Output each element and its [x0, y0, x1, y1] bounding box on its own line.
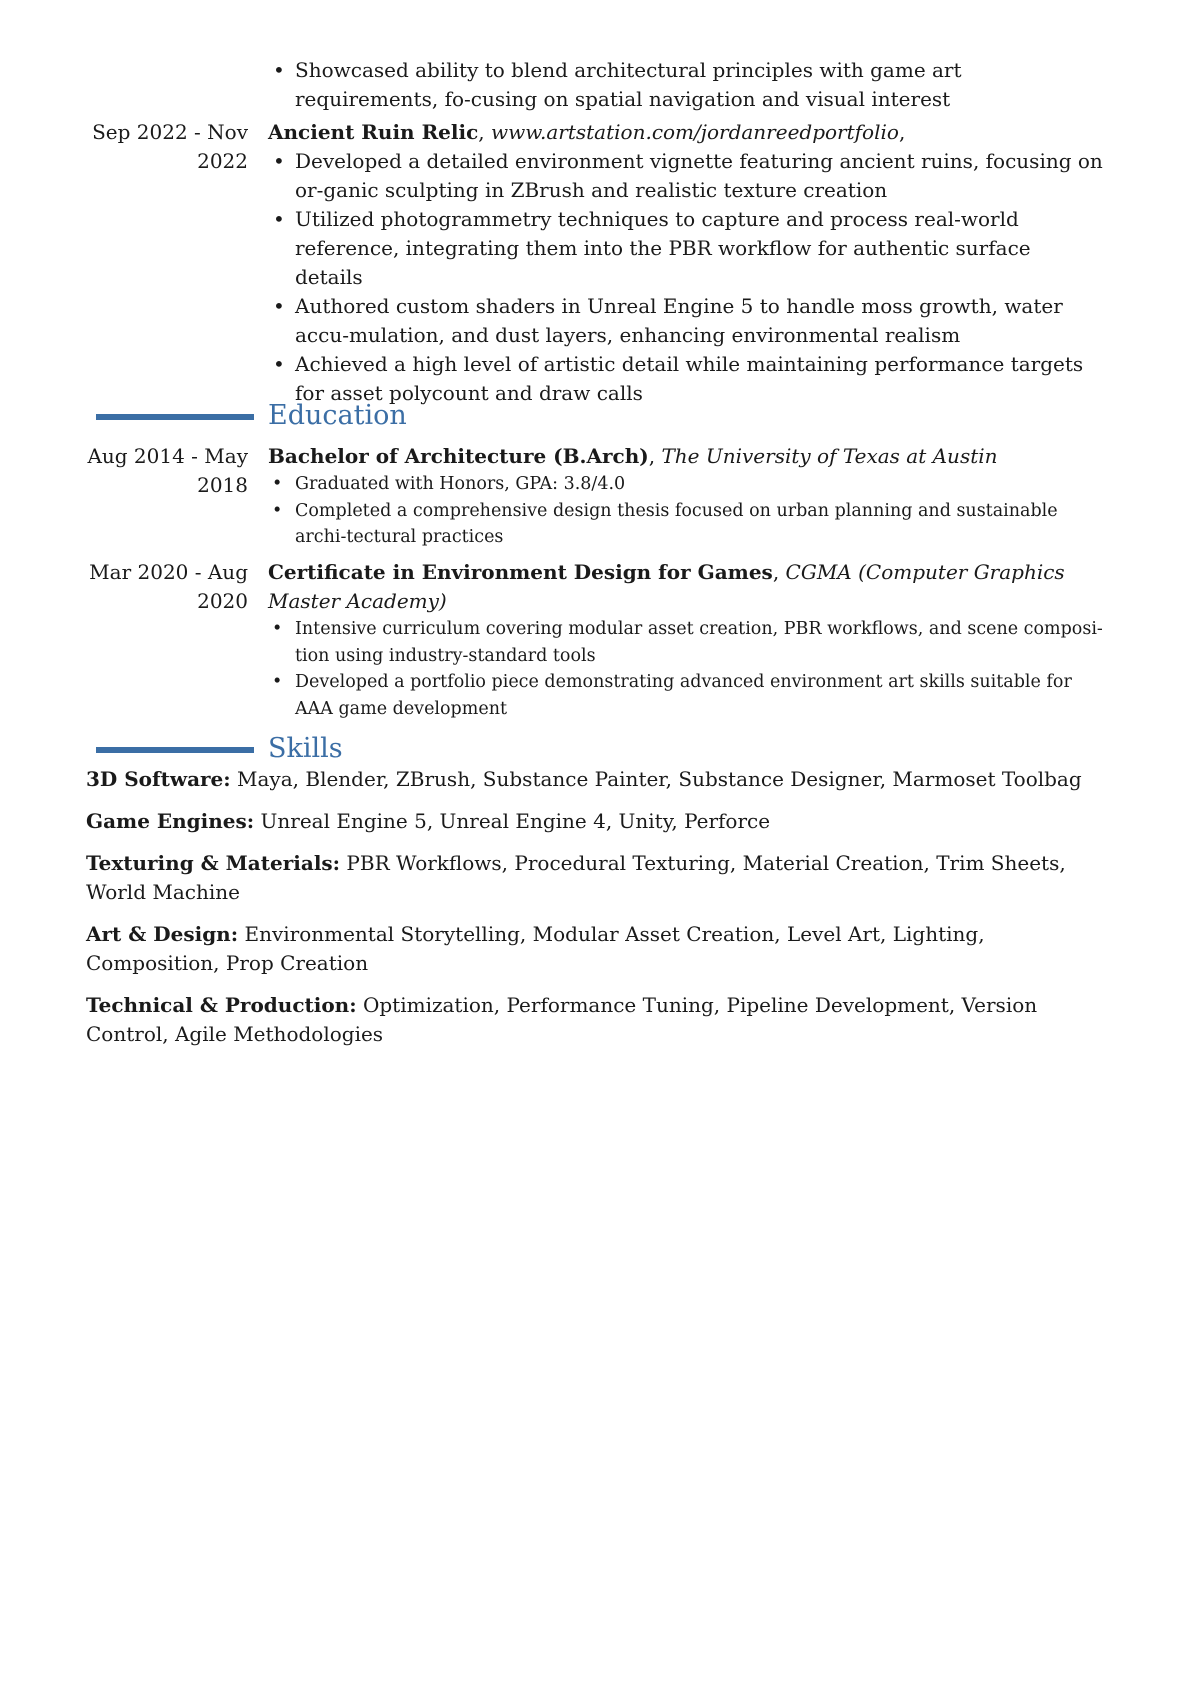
- skill-row: [86, 807, 1112, 836]
- section-divider-bar: [96, 414, 254, 420]
- skills-list: [86, 765, 1112, 1062]
- school-name: CGMA (Computer Graphics Master Academy): [268, 560, 1065, 613]
- skill-category: Game Engines:: [86, 809, 255, 833]
- skill-row: [86, 920, 1112, 978]
- bullet-list: [268, 147, 1104, 408]
- entry-title-line: Certificate in Environment Design for Games, CGMA (Computer Graphics Master Academy): [268, 560, 1065, 613]
- skill-category: Art & Design:: [86, 922, 239, 946]
- bullet-item: • Intensive curriculum covering modular asset creation, PBR workflows, and scene composi-tion using industry-standard tools: [268, 616, 1104, 669]
- skill-values: Optimization, Performance Tuning, Pipeline Development, Version Control, Agile Methodologies: [86, 993, 1038, 1046]
- bullet-item: • Achieved a high level of artistic detail while maintaining performance targets for asset polycount and draw calls: [268, 350, 1104, 408]
- skill-values: PBR Workflows, Procedural Texturing, Material Creation, Trim Sheets, World Machine: [86, 851, 1066, 904]
- bullet-list: [268, 471, 1104, 551]
- skill-values: Maya, Blender, ZBrush, Substance Painter, Substance Designer, Marmoset Toolbag: [237, 767, 1082, 791]
- degree-title: Bachelor of Architecture (B.Arch): [268, 444, 649, 468]
- bullet-item: • Utilized photogrammetry techniques to capture and process real-world reference, integrating them into the PBR workflow for authentic surface details: [268, 205, 1104, 292]
- entry-body: [268, 56, 1104, 114]
- entry-date: Sep 2022 - Nov 2022: [92, 120, 248, 173]
- bullet-item: • Showcased ability to blend architectural principles with game art requirements, fo-cusing on spatial navigation and visual interest: [268, 56, 1104, 114]
- entry-title-line: Ancient Ruin Relic, www.artstation.com/jordanreedportfolio,: [268, 120, 906, 144]
- section-heading: Skills: [268, 733, 343, 764]
- degree-title: Certificate in Environment Design for Games: [268, 560, 773, 584]
- entry-body: [268, 442, 1104, 551]
- skill-category: Technical & Production:: [86, 993, 357, 1017]
- bullet-list: [268, 56, 1104, 114]
- bullet-item: • Authored custom shaders in Unreal Engine 5 to handle moss growth, water accu-mulation, and dust layers, enhancing environmental realism: [268, 292, 1104, 350]
- bullet-item: • Developed a detailed environment vignette featuring ancient ruins, focusing on or-ganic sculpting in ZBrush and realistic texture creation: [268, 147, 1104, 205]
- entry-date: Aug 2014 - May 2018: [87, 444, 248, 497]
- project-link[interactable]: www.artstation.com/jordanreedportfolio: [491, 120, 899, 144]
- section-divider-bar: [96, 747, 254, 753]
- section-education: [0, 398, 1190, 438]
- bullet-list: [268, 616, 1104, 722]
- project-title: Ancient Ruin Relic: [268, 120, 479, 144]
- entry-date: Mar 2020 - Aug 2020: [89, 560, 248, 613]
- bullet-item: • Graduated with Honors, GPA: 3.8/4.0: [268, 471, 1104, 498]
- section-heading: Education: [268, 400, 407, 431]
- bullet-item: • Completed a comprehensive design thesis focused on urban planning and sustainable archi-tectural practices: [268, 498, 1104, 551]
- skill-row: [86, 765, 1112, 794]
- skill-category: Texturing & Materials:: [86, 851, 341, 875]
- skill-category: 3D Software:: [86, 767, 231, 791]
- school-name: The University of Texas at Austin: [661, 444, 998, 468]
- skill-values: Environmental Storytelling, Modular Asset Creation, Level Art, Lighting, Composition, Prop Creation: [86, 922, 985, 975]
- entry-title-line: Bachelor of Architecture (B.Arch), The University of Texas at Austin: [268, 444, 998, 468]
- skill-values: Unreal Engine 5, Unreal Engine 4, Unity, Perforce: [260, 809, 771, 833]
- entry-body: [268, 558, 1104, 722]
- skill-row: [86, 991, 1112, 1049]
- skill-row: [86, 849, 1112, 907]
- entry-body: [268, 118, 1104, 408]
- bullet-item: • Developed a portfolio piece demonstrating advanced environment art skills suitable for AAA game development: [268, 669, 1104, 722]
